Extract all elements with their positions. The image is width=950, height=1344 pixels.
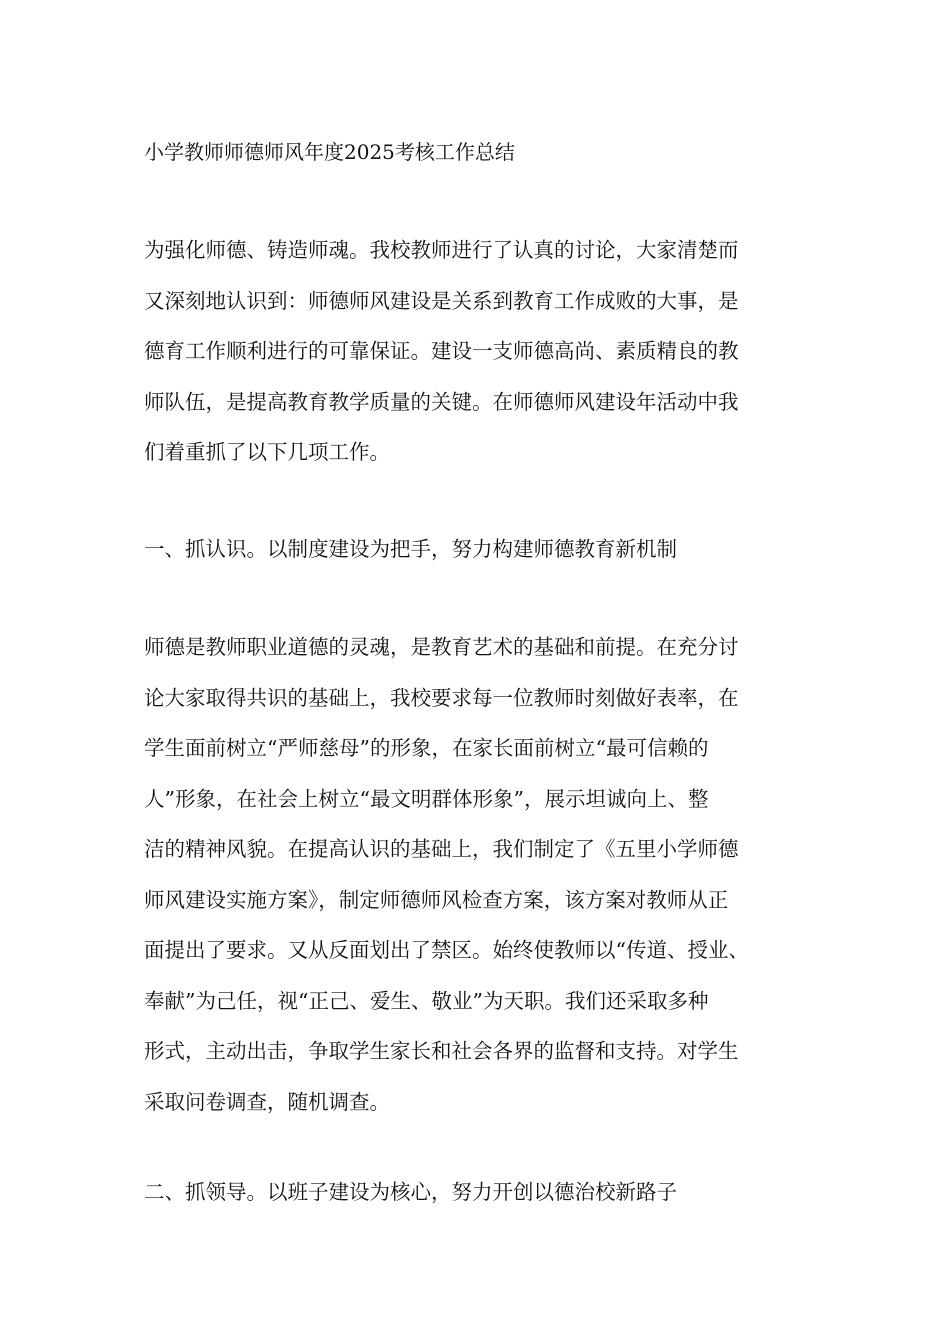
paragraph-line: 学生面前树立“严师慈母”的形象，在家长面前树立“最可信赖的: [144, 736, 709, 760]
paragraph-line: 洁的精神风貌。在提高认识的基础上，我们制定了《五里小学师德: [144, 837, 739, 861]
paragraph-line: 师德是教师职业道德的灵魂，是教育艺术的基础和前提。在充分讨: [144, 635, 739, 659]
paragraph-line: 奉献”为己任，视“正己、爱生、敬业”为天职。我们还采取多种: [144, 988, 709, 1013]
paragraph-line: 师队伍，是提高教育教学质量的关键。在师德师风建设年活动中我: [144, 389, 739, 414]
section-heading-1: [144, 524, 806, 575]
document-title: 小学教师师德师风年度2025考核工作总结: [144, 140, 515, 164]
paragraph-line: 论大家取得共识的基础上，我校要求每一位教师时刻做好表率，在: [144, 685, 739, 710]
section-heading-2: [144, 1167, 806, 1218]
paragraph-line: 为强化师德、铸造师魂。我校教师进行了认真的讨论，大家清楚而: [144, 238, 739, 262]
paragraph-line: 德育工作顺利进行的可靠保证。建设一支师德高尚、素质精良的教: [144, 339, 739, 363]
paragraph-line: 形式，主动出击，争取学生家长和社会各界的监督和支持。对学生: [144, 1039, 739, 1063]
paragraph-line: 师风建设实施方案》，制定师德师风检查方案，该方案对教师从正: [144, 887, 729, 912]
section-1-paragraph: [144, 622, 806, 1127]
paragraph-line: 采取问卷调查，随机调查。: [144, 1089, 390, 1114]
paragraph-line: 又深刻地认识到：师德师风建设是关系到教育工作成败的大事，是: [144, 288, 739, 313]
intro-paragraph: [144, 225, 806, 478]
section-heading-text: 一、抓认识。以制度建设为把手，努力构建师德教育新机制: [144, 537, 677, 561]
paragraph-line: 人”形象，在社会上树立“最文明群体形象”，展示坦诚向上、整: [144, 786, 709, 811]
paragraph-line: 们着重抓了以下几项工作。: [144, 440, 390, 464]
paragraph-line: 面提出了要求。又从反面划出了禁区。始终使教师以“传道、授业、: [144, 938, 749, 962]
section-heading-text: 二、抓领导。以班子建设为核心，努力开创以德治校新路子: [144, 1180, 677, 1204]
